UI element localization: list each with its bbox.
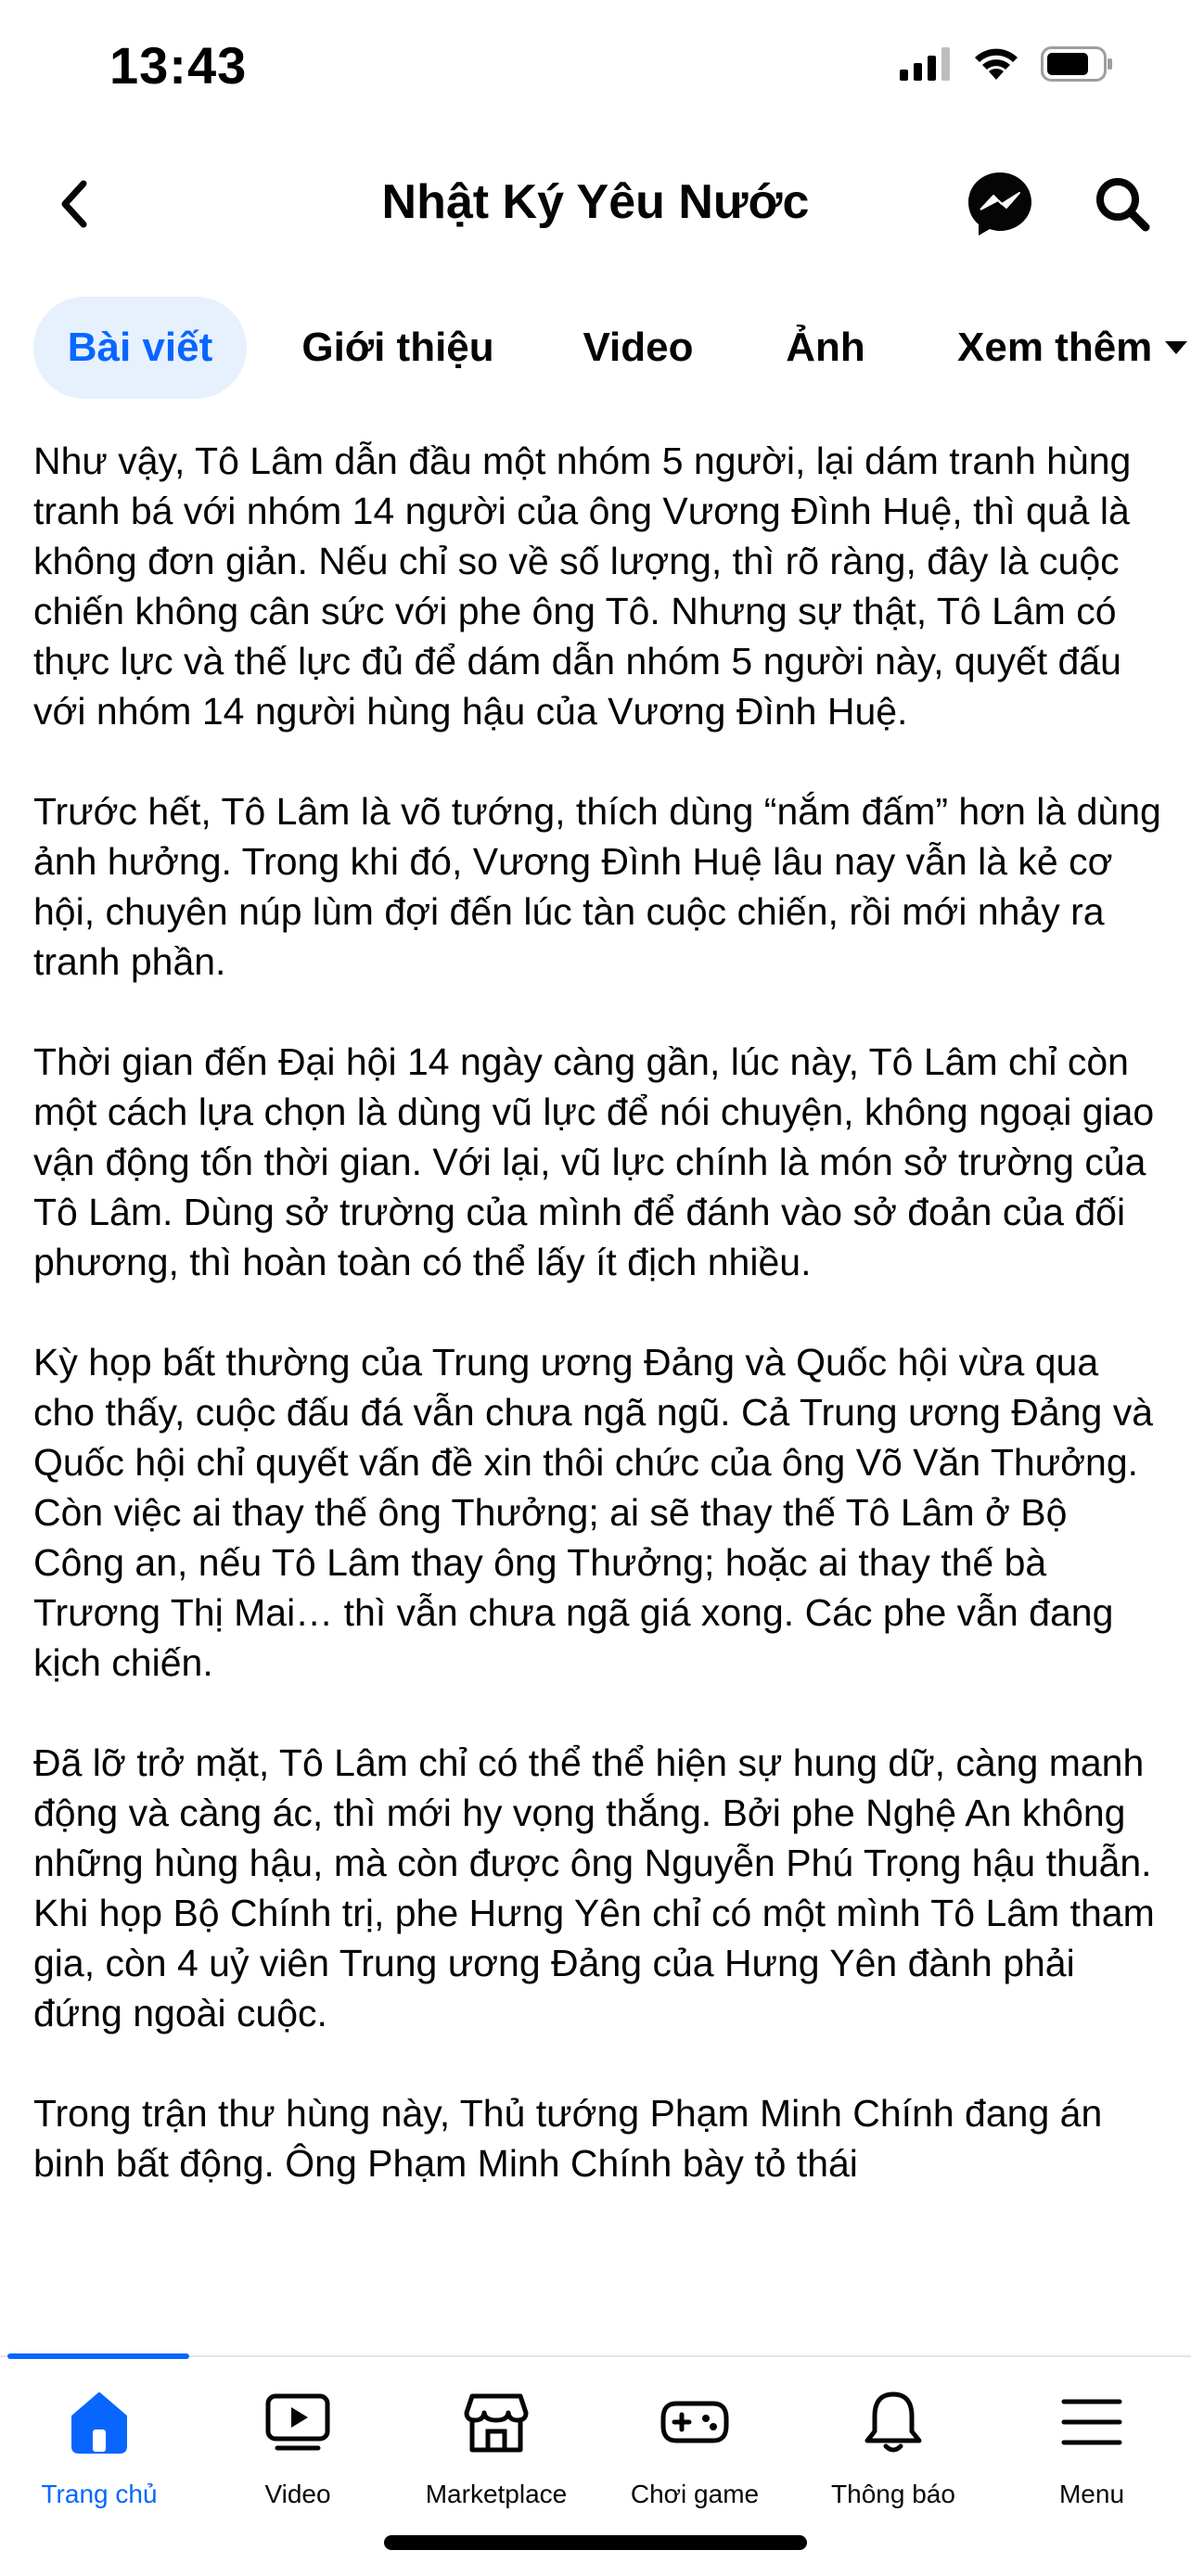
- marketplace-icon: [459, 2385, 533, 2459]
- tab-photos[interactable]: [761, 297, 890, 399]
- search-button[interactable]: [1085, 167, 1159, 241]
- tab-posts[interactable]: [33, 297, 247, 399]
- scroll-progress-bar: [7, 2353, 189, 2359]
- search-icon: [1092, 173, 1153, 235]
- messenger-button[interactable]: [963, 167, 1037, 241]
- tab-label: Ảnh: [786, 325, 865, 370]
- tab-see-more[interactable]: [937, 297, 1191, 399]
- status-time: 13:43: [109, 36, 248, 95]
- hamburger-menu-icon: [1055, 2385, 1129, 2459]
- home-indicator[interactable]: [384, 2535, 807, 2550]
- page-title: Nhật Ký Yêu Nước: [381, 175, 810, 229]
- post-paragraph: Kỳ họp bất thường của Trung ương Đảng và Quốc hội vừa qua cho thấy, cuộc đấu đá vẫn chưa ngã ngũ. Cả Trung ương Đảng và Quốc hội chỉ quyết vấn đề xin thôi chức của ông Võ Văn Thưởng. Còn việc ai thay thế ông Thưởng; ai sẽ thay thế Tô Lâm ở Bộ Công an, nếu Tô Lâm thay ông Thưởng; hoặc ai thay thế bà Trương Thị Mai… thì vẫn chưa ngã giá xong. Các phe vẫn đang kịch chiến.: [33, 1341, 1154, 1684]
- post-paragraph: Trong trận thư hùng này, Thủ tướng Phạm Minh Chính đang án binh bất động. Ông Phạm Minh Chính bày tỏ thái: [33, 2092, 1103, 2185]
- post-text: [33, 436, 1165, 2355]
- status-icons: [900, 46, 1113, 86]
- nav-label: Thông báo: [831, 2480, 955, 2508]
- status-bar: [0, 0, 1191, 139]
- tab-label: Xem thêm: [957, 325, 1153, 370]
- home-icon: [62, 2385, 136, 2459]
- nav-gaming[interactable]: [596, 2385, 794, 2524]
- cellular-signal-icon: [900, 47, 952, 85]
- tab-label: Bài viết: [67, 325, 213, 370]
- tab-label: Video: [583, 325, 694, 370]
- post-paragraph: Thời gian đến Đại hội 14 ngày càng gần, lúc này, Tô Lâm chỉ còn một cách lựa chọn là dùng vũ lực để nói chuyện, không ngoại giao vận động tốn thời gian. Với lại, vũ lực chính là món sở trường của Tô Lâm. Dùng sở trường của mình để đánh vào sở đoản của đối phương, thì hoàn toàn có thể lấy ít địch nhiều.: [33, 1040, 1155, 1283]
- nav-home[interactable]: [0, 2385, 198, 2524]
- nav-notifications[interactable]: [794, 2385, 992, 2524]
- tab-label: Giới thiệu: [301, 325, 494, 370]
- nav-label: Menu: [1058, 2480, 1125, 2508]
- messenger-icon: [965, 169, 1035, 239]
- profile-tabs: [0, 297, 1191, 399]
- post-paragraph: Đã lỡ trở mặt, Tô Lâm chỉ có thể thể hiện sự hung dữ, càng manh động và càng ác, thì mới hy vọng thắng. Bởi phe Nghệ An không những hùng hậu, mà còn được ông Nguyễn Phú Trọng hậu thuẫn. Khi họp Bộ Chính trị, phe Hưng Yên chỉ có một mình Tô Lâm tham gia, còn 4 uỷ viên Trung ương Đảng của Hưng Yên đành phải đứng ngoài cuộc.: [33, 1741, 1155, 2034]
- nav-label: Chơi game: [630, 2480, 760, 2508]
- tab-about[interactable]: [278, 297, 518, 399]
- wifi-icon: [972, 46, 1020, 86]
- nav-marketplace[interactable]: [397, 2385, 596, 2524]
- page-header: [0, 148, 1191, 260]
- nav-menu[interactable]: [992, 2385, 1191, 2524]
- tab-video[interactable]: [557, 297, 720, 399]
- caret-down-icon: [1165, 341, 1187, 354]
- bell-icon: [856, 2385, 930, 2459]
- gamepad-icon: [658, 2385, 732, 2459]
- post-paragraph: Trước hết, Tô Lâm là võ tướng, thích dùng “nắm đấm” hơn là dùng ảnh hưởng. Trong khi đó, Vương Đình Huệ lâu nay vẫn là kẻ cơ hội, chuyên núp lùm đợi đến lúc tàn cuộc chiến, rồi mới nhảy ra tranh phần.: [33, 790, 1161, 983]
- battery-icon: [1041, 46, 1113, 86]
- video-icon: [261, 2385, 335, 2459]
- nav-label: Video: [264, 2480, 331, 2508]
- nav-video[interactable]: [198, 2385, 397, 2524]
- nav-label: Trang chủ: [41, 2480, 158, 2508]
- nav-label: Marketplace: [425, 2480, 568, 2508]
- post-paragraph: Như vậy, Tô Lâm dẫn đầu một nhóm 5 người, lại dám tranh hùng tranh bá với nhóm 14 người của ông Vương Đình Huệ, thì quả là không đơn giản. Nếu chỉ so về số lượng, thì rõ ràng, đây là cuộc chiến không cân sức với phe ông Tô. Nhưng sự thật, Tô Lâm có thực lực và thế lực đủ để dám dẫn nhóm 5 người này, quyết đấu với nhóm 14 người hùng hậu của Vương Đình Huệ.: [33, 440, 1132, 733]
